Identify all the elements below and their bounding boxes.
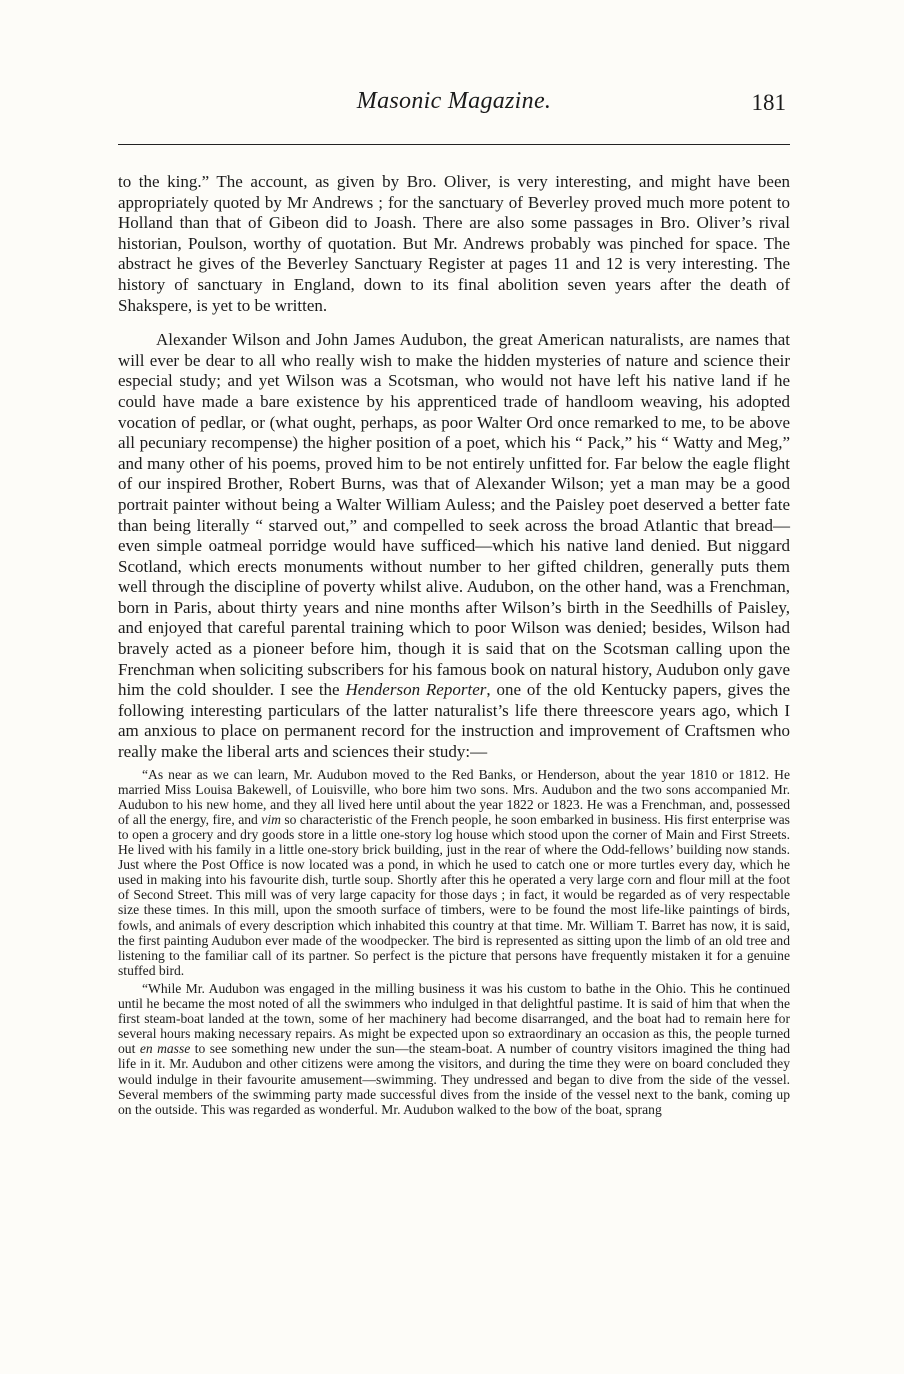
quote-text: “As near as we can learn, Mr. Audubon moved to the Red Banks, or Henderson, about the year 1810 or 1812. He married Miss Louisa Bakewell, of Louisville, who bore him two sons. Mrs. Audubon and the two sons accompanied Mr. Audubon to his new home, and they all lived here until about the year 1822 or 1823. He was a Frenchman, and, possessed of all the energy, fire, and xyxy=(118,766,790,827)
header-rule xyxy=(118,144,790,145)
running-head xyxy=(118,84,790,124)
quote-emphasis: en masse xyxy=(139,1041,191,1057)
quotation-audubon-swimming xyxy=(118,981,790,1117)
paragraph-naturalists xyxy=(118,330,790,762)
article-body xyxy=(118,172,790,1117)
quote-text: to see something new under the sun—the steam-boat. A number of country visitors imagined the thing had life in it. Mr. Audubon and other citizens were among the visitors, and during the time they were on board concluded they would indulge in their favourite amusement—swimming. They undressed and began to dive from the side of the vessel. Several members of the swimming party made successful dives from the inside of the vessel next to the bank, coming up on the outside. This was regarded as wonderful. Mr. Audubon walked to the bow of the boat, sprang xyxy=(118,1041,790,1117)
paragraph-text: , one of the old Kentucky papers, gives the following interesting particulars of the latter naturalist’s life there threescore years ago, which I am anxious to place on permanent record for the instruction and improvement of Craftsmen who really make the liberal arts and sciences their study:— xyxy=(118,680,791,762)
newspaper-title: Henderson Reporter xyxy=(345,680,487,700)
paragraph-text: Alexander Wilson and John James Audubon, the great American naturalists, are names that will ever be dear to all who really wish to make the hidden mysteries of nature and science their especial study; and yet Wilson was a Scotsman, who would not have left his native land if he could have made a bare existence by his apprenticed trade of handloom weaving, his adopted vocation of pedlar, or (what ought, perhaps, as poor Walter Ord once remarked to me, to be above all pecuniary recompense) the higher position of a poet, which his “ Pack,” his “ Watty and Meg,” and many other of his poems, proved him to be not entirely unfitted for. Far below the eagle flight of our inspired Brother, Robert Burns, was that of Alexander Wilson; yet a man may be a good portrait painter without being a Walter William Auless; and the Paisley poet deserved a better fate than being literally “ starved out,” and compelled to seek across the broad Atlantic that bread—even simple oatmeal porridge would have sufficed—which his native land denied. But niggard Scotland, which erects monuments without number to her gifted children, generally puts them well through the discipline of poverty whilst alive. Audubon, on the other hand, was a Frenchman, born in Paris, about thirty years and nine months after Wilson’s birth in the Seedhills of Paisley, and enjoyed that careful parental training which to poor Wilson was denied; besides, Wilson had bravely acted as a pioneer before him, though it is said that on the Scotsman calling upon the Frenchman when soliciting subscribers for his famous book on natural history, Audubon only gave him the cold shoulder. I see the xyxy=(118,330,790,700)
quote-text: “While Mr. Audubon was engaged in the milling business it was his custom to bathe in the Ohio. This he continued until he became the most noted of all the swimmers who indulged in that delightful pastime. It is said of him that when the first steam-boat landed at the town, some of her machinery had become disarranged, and the boat had to remain here for several hours making necessary repairs. As might be expected upon so extraordinary an occasion as this, the people turned out xyxy=(118,980,790,1057)
page-number: 181 xyxy=(751,90,786,115)
quote-emphasis: vim xyxy=(261,811,281,827)
paragraph-sanctuary: to the king.” The account, as given by Bro. Oliver, is very interesting, and might have been appropriately quoted by Mr Andrews ; for the sanctuary of Beverley proved much more potent to Holland than that of Gibeon did to Joash. There are also some passages in Bro. Oliver’s rival historian, Poulson, worthy of quotation. But Mr. Andrews probably was pinched for space. The abstract he gives of the Beverley Sanctuary Register at pages 11 and 12 is very interesting. The history of sanctuary in England, down to its final abolition seven years after the death of Shakspere, is yet to be written. xyxy=(118,172,790,315)
quote-text: so characteristic of the French people, he soon embarked in business. His first enterprise was to open a grocery and dry goods store in a little one-story log house which stood upon the corner of Main and First Streets. He lived with his family in a little one-story brick building, just in the rear of where the Odd-fellows’ building now stands. Just where the Post Office is now located was a pond, in which he used to catch one or more turtles every day, which he used in making into his favourite dish, turtle soup. Shortly after this he operated a very large corn and flour mill at the foot of Second Street. This mill was of very large capacity for those days ; in fact, it would be regarded as of very respectable size these times. In this mill, upon the smooth surface of timbers, were to be found the most life-like paintings of birds, fowls, and animals of every description which inhabited this country at that time. Mr. William T. Barret has now, it is said, the first painting Audubon ever made of the woodpecker. The bird is represented as sitting upon the limb of an old tree and listening to the familiar call of its partner. So perfect is the picture that persons have frequently mistaken it for a genuine stuffed bird. xyxy=(118,811,790,978)
page-title: Masonic Magazine. xyxy=(356,88,552,114)
quotation-audubon-henderson xyxy=(118,767,790,978)
